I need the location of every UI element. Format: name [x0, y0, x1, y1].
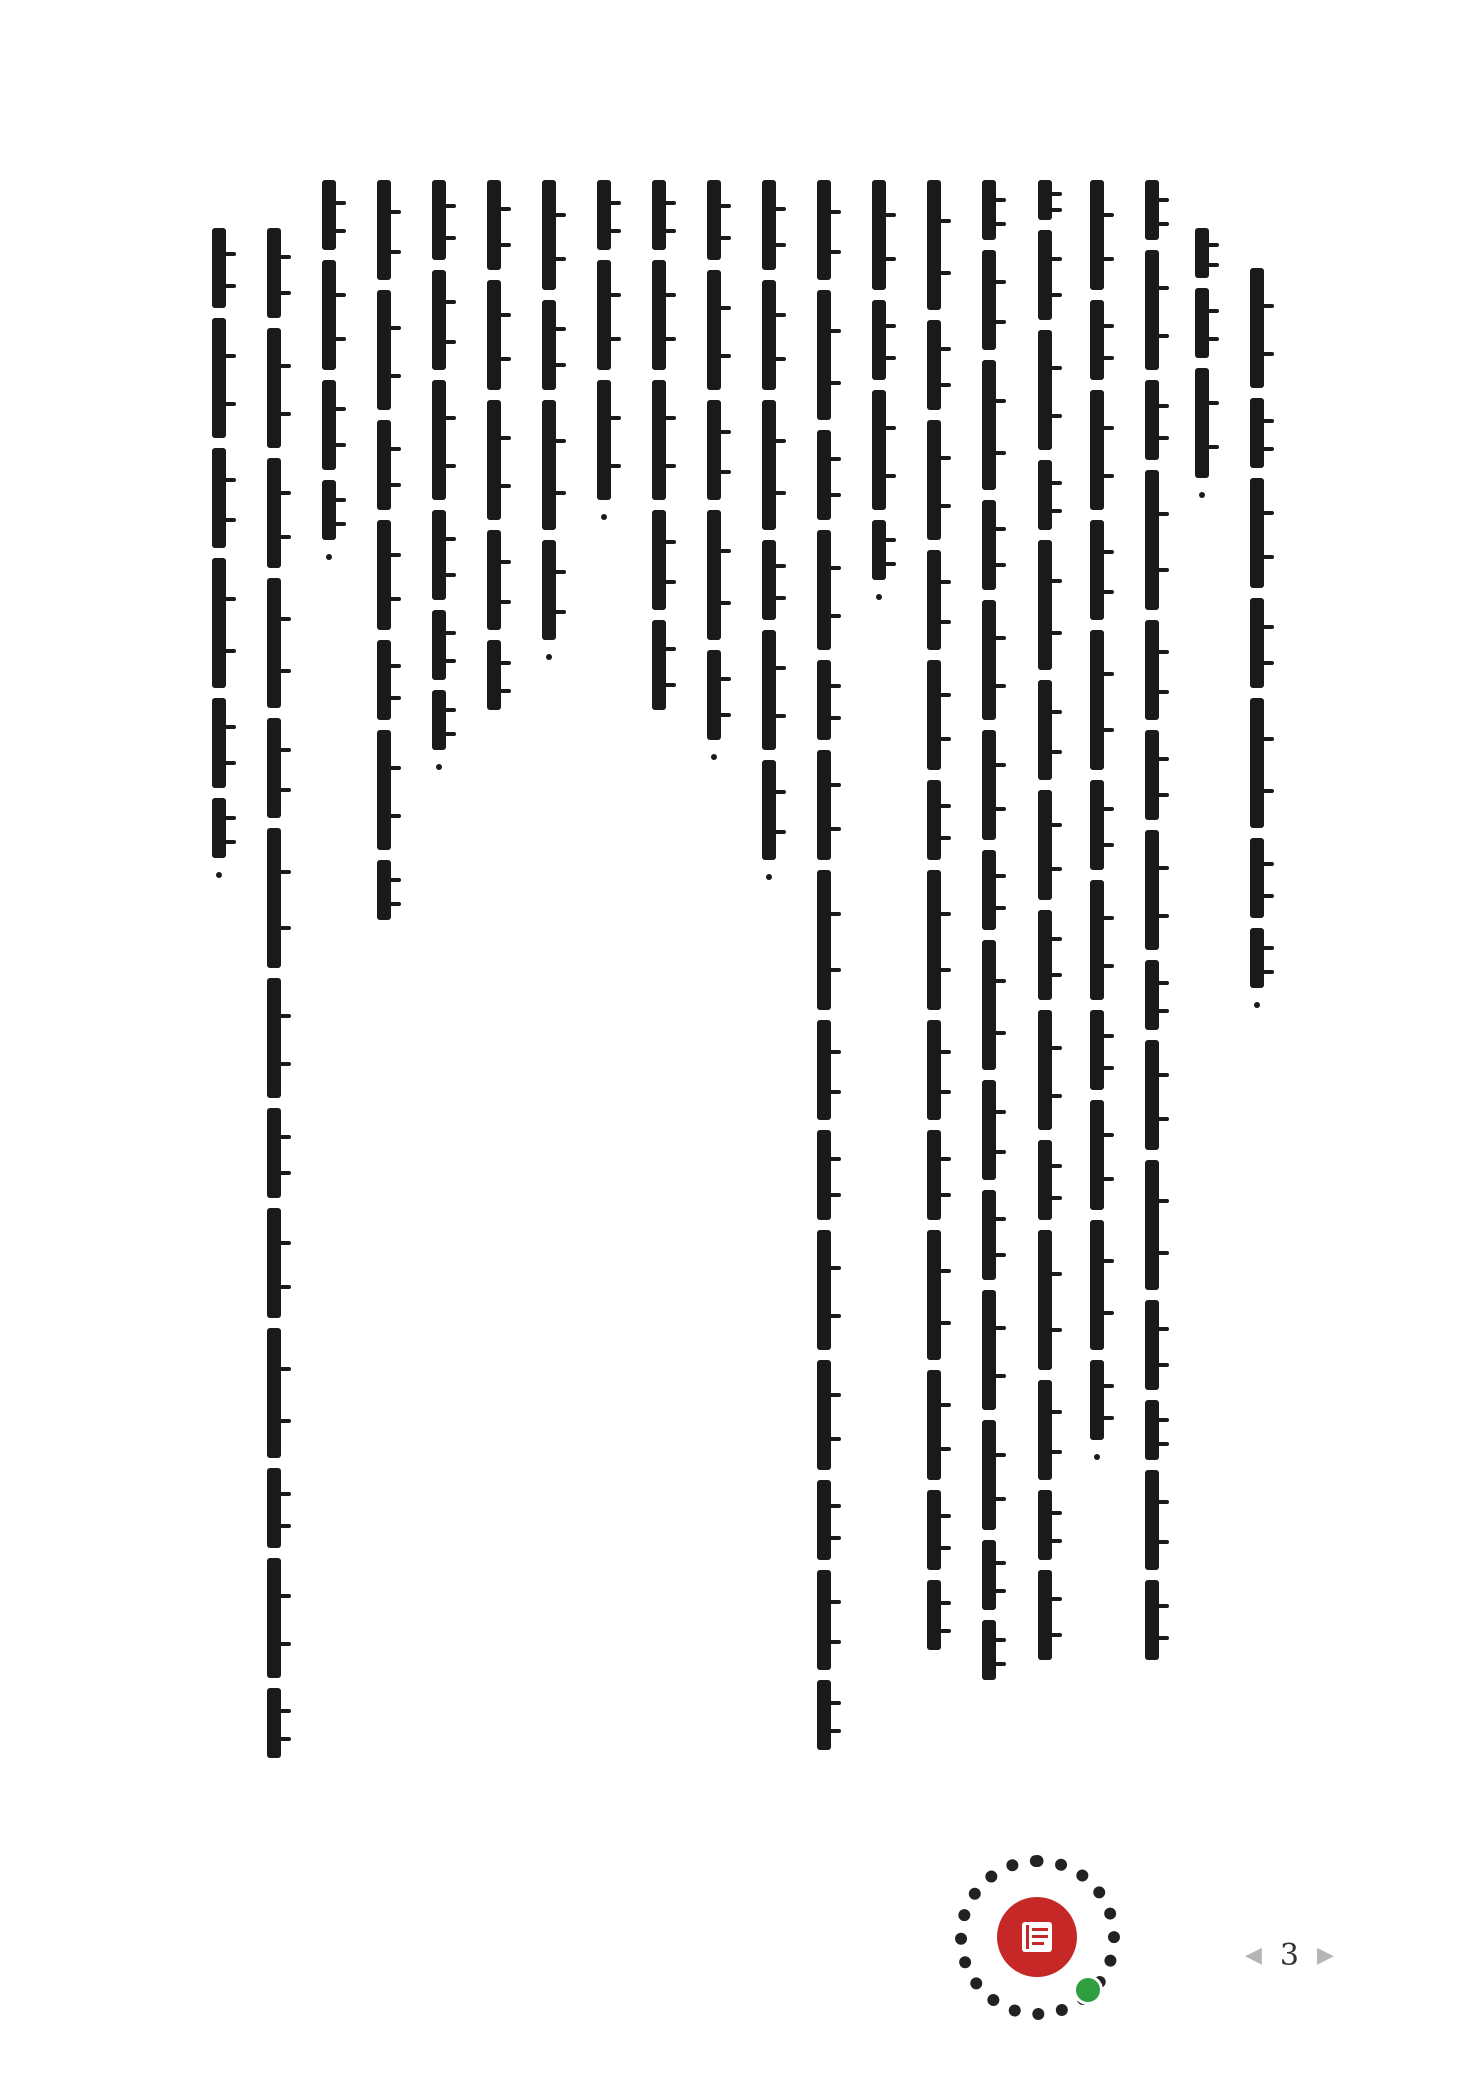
text-column-13 — [587, 180, 621, 530]
page-number-nav — [1245, 1938, 1334, 1973]
chevron-left-icon[interactable]: ◀ — [1245, 1943, 1262, 1968]
qr-code[interactable] — [955, 1855, 1120, 2020]
text-column-20 — [202, 228, 236, 888]
text-column-5 — [1028, 180, 1062, 1670]
text-column-15 — [477, 180, 511, 720]
text-column-19 — [257, 228, 291, 1768]
text-column-11 — [697, 180, 731, 770]
text-column-8 — [862, 180, 896, 610]
text-column-7 — [917, 180, 951, 1660]
book-icon — [997, 1897, 1077, 1977]
text-column-10 — [752, 180, 786, 890]
text-column-14 — [532, 180, 566, 670]
text-column-6 — [972, 180, 1006, 1690]
text-column-2 — [1185, 228, 1219, 508]
text-column-3 — [1135, 180, 1169, 1670]
page-number: 3 — [1279, 1938, 1300, 1973]
text-column-1 — [1240, 268, 1274, 1018]
text-column-9 — [807, 180, 841, 1760]
text-column-4 — [1080, 180, 1114, 1470]
link-badge-icon — [1073, 1975, 1103, 2005]
text-column-18 — [312, 180, 346, 570]
text-column-17 — [367, 180, 401, 930]
text-column-16 — [422, 180, 456, 780]
chevron-right-icon[interactable]: ▶ — [1317, 1943, 1334, 1968]
text-column-12 — [642, 180, 676, 720]
